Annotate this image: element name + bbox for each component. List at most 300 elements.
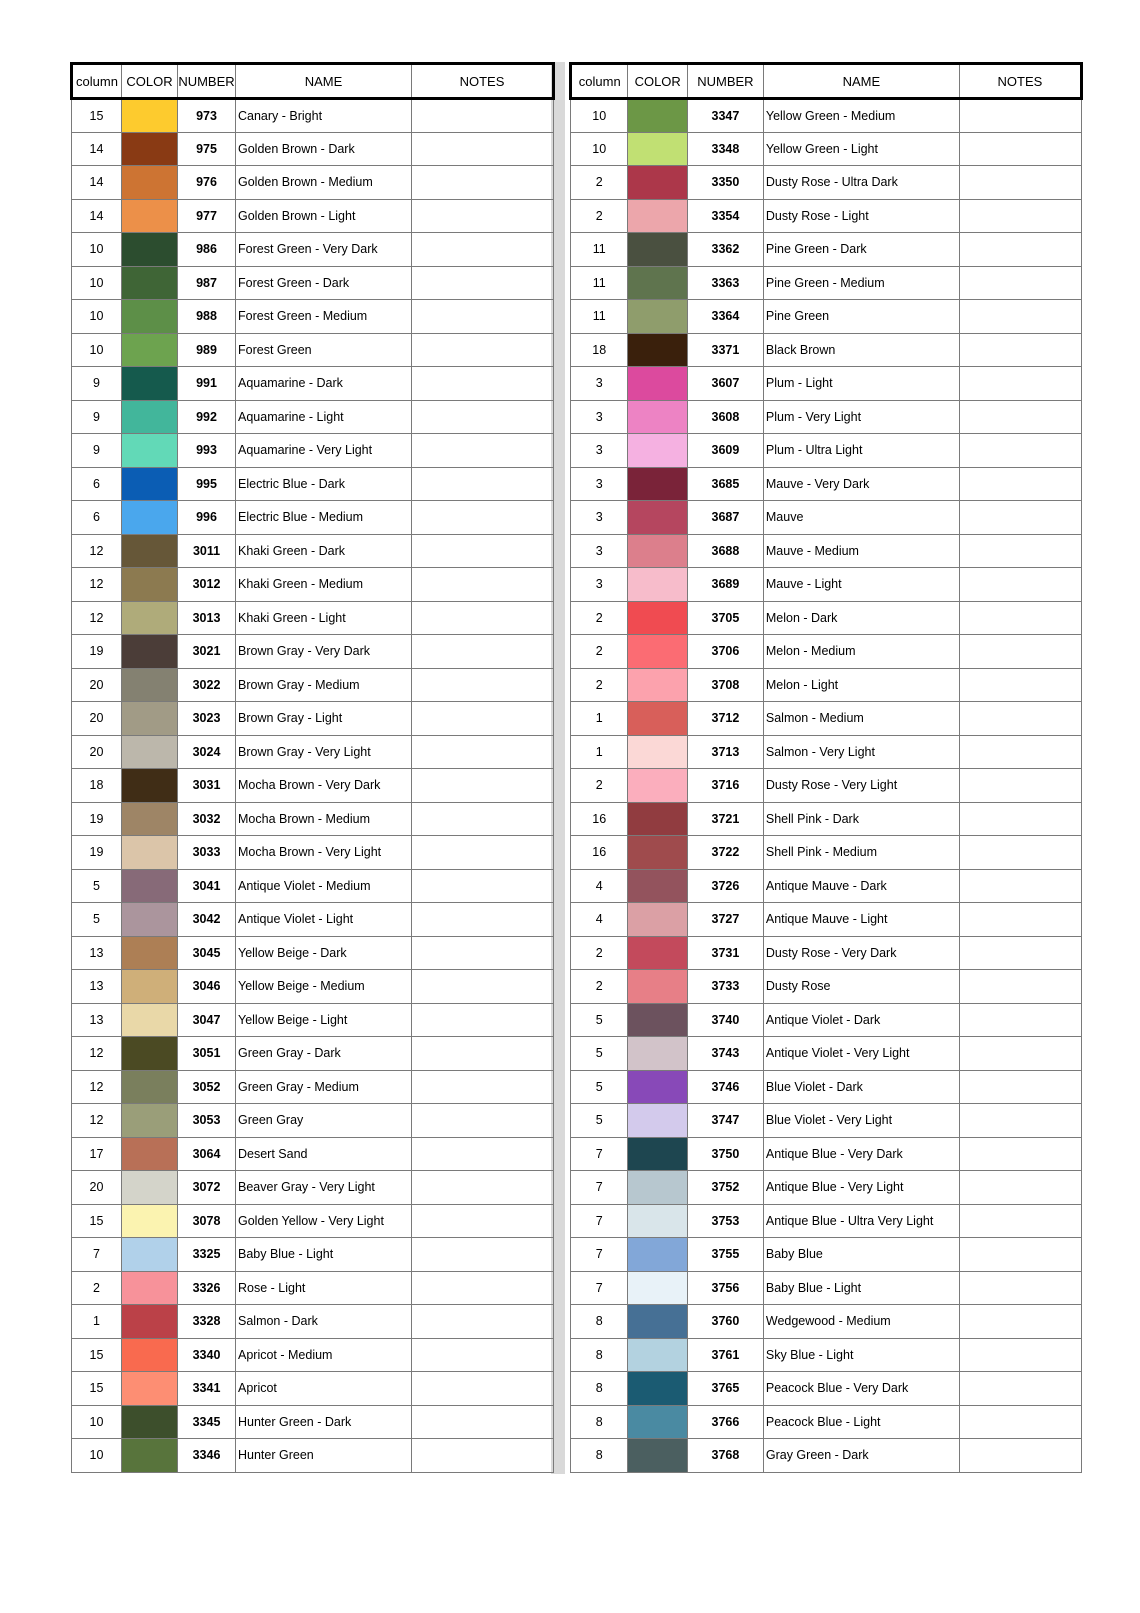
- column-cell: 9: [72, 434, 122, 468]
- column-cell: 12: [72, 1070, 122, 1104]
- column-cell: 4: [571, 869, 628, 903]
- number-cell: 3031: [178, 769, 236, 803]
- table-row: [571, 903, 1082, 937]
- name-cell: Brown Gray - Light: [236, 702, 412, 736]
- name-cell: Shell Pink - Medium: [763, 836, 959, 870]
- notes-cell: [959, 802, 1081, 836]
- color-swatch: [628, 434, 688, 468]
- column-cell: 14: [72, 166, 122, 200]
- table-row: [72, 568, 554, 602]
- notes-cell: [412, 635, 554, 669]
- number-cell: 3727: [687, 903, 763, 937]
- name-cell: Pine Green: [763, 300, 959, 334]
- color-swatch: [122, 132, 178, 166]
- name-cell: Salmon - Dark: [236, 1305, 412, 1339]
- name-cell: Brown Gray - Medium: [236, 668, 412, 702]
- number-cell: 3743: [687, 1037, 763, 1071]
- number-cell: 3761: [687, 1338, 763, 1372]
- name-cell: Hunter Green: [236, 1439, 412, 1473]
- number-cell: 3740: [687, 1003, 763, 1037]
- table-row: [72, 869, 554, 903]
- table-row: [571, 970, 1082, 1004]
- column-cell: 19: [72, 802, 122, 836]
- table-row: [571, 1104, 1082, 1138]
- notes-cell: [412, 534, 554, 568]
- table-row: [72, 233, 554, 267]
- table-row: [72, 970, 554, 1004]
- name-cell: Mauve - Very Dark: [763, 467, 959, 501]
- notes-cell: [412, 1037, 554, 1071]
- column-cell: 5: [571, 1037, 628, 1071]
- column-cell: 8: [571, 1305, 628, 1339]
- number-cell: 3064: [178, 1137, 236, 1171]
- name-cell: Blue Violet - Dark: [763, 1070, 959, 1104]
- notes-cell: [412, 1238, 554, 1272]
- number-cell: 3346: [178, 1439, 236, 1473]
- number-cell: 993: [178, 434, 236, 468]
- table-row: [571, 1305, 1082, 1339]
- name-cell: Salmon - Medium: [763, 702, 959, 736]
- name-cell: Dusty Rose: [763, 970, 959, 1004]
- column-cell: 11: [571, 266, 628, 300]
- header-column: column: [72, 64, 122, 99]
- number-cell: 3760: [687, 1305, 763, 1339]
- color-swatch: [628, 1238, 688, 1272]
- table-row: [571, 467, 1082, 501]
- notes-cell: [959, 367, 1081, 401]
- notes-cell: [412, 1137, 554, 1171]
- column-cell: 6: [72, 501, 122, 535]
- number-cell: 3371: [687, 333, 763, 367]
- color-swatch: [122, 1137, 178, 1171]
- notes-cell: [959, 233, 1081, 267]
- name-cell: Plum - Ultra Light: [763, 434, 959, 468]
- column-cell: 10: [72, 233, 122, 267]
- table-row: [72, 903, 554, 937]
- column-cell: 2: [72, 1271, 122, 1305]
- column-cell: 2: [571, 970, 628, 1004]
- column-cell: 15: [72, 1338, 122, 1372]
- color-swatch: [122, 1305, 178, 1339]
- color-swatch: [628, 1405, 688, 1439]
- table-row: [571, 802, 1082, 836]
- column-cell: 8: [571, 1405, 628, 1439]
- table-row: [571, 300, 1082, 334]
- color-swatch: [122, 1037, 178, 1071]
- number-cell: 3341: [178, 1372, 236, 1406]
- column-cell: 10: [72, 1405, 122, 1439]
- table-row: [571, 702, 1082, 736]
- column-cell: 3: [571, 434, 628, 468]
- number-cell: 3013: [178, 601, 236, 635]
- table-row: [571, 836, 1082, 870]
- notes-cell: [959, 434, 1081, 468]
- name-cell: Dusty Rose - Light: [763, 199, 959, 233]
- number-cell: 3345: [178, 1405, 236, 1439]
- color-swatch: [628, 333, 688, 367]
- color-swatch: [628, 400, 688, 434]
- number-cell: 3021: [178, 635, 236, 669]
- color-swatch: [122, 333, 178, 367]
- color-swatch: [628, 869, 688, 903]
- notes-cell: [412, 434, 554, 468]
- number-cell: 3688: [687, 534, 763, 568]
- column-cell: 10: [72, 300, 122, 334]
- color-swatch: [122, 1439, 178, 1473]
- column-cell: 16: [571, 836, 628, 870]
- name-cell: Baby Blue - Light: [763, 1271, 959, 1305]
- table-row: [72, 668, 554, 702]
- number-cell: 3364: [687, 300, 763, 334]
- name-cell: Yellow Beige - Light: [236, 1003, 412, 1037]
- column-cell: 8: [571, 1439, 628, 1473]
- number-cell: 3722: [687, 836, 763, 870]
- number-cell: 3689: [687, 568, 763, 602]
- notes-cell: [959, 1405, 1081, 1439]
- name-cell: Yellow Green - Medium: [763, 99, 959, 133]
- table-row: [571, 132, 1082, 166]
- color-swatch: [122, 802, 178, 836]
- color-swatch: [122, 501, 178, 535]
- table-row: [72, 702, 554, 736]
- color-swatch: [628, 1372, 688, 1406]
- notes-cell: [959, 166, 1081, 200]
- notes-cell: [412, 769, 554, 803]
- column-cell: 2: [571, 166, 628, 200]
- name-cell: Yellow Beige - Medium: [236, 970, 412, 1004]
- notes-cell: [959, 1070, 1081, 1104]
- number-cell: 989: [178, 333, 236, 367]
- table-row: [72, 1104, 554, 1138]
- name-cell: Mauve - Light: [763, 568, 959, 602]
- number-cell: 3708: [687, 668, 763, 702]
- color-swatch: [628, 501, 688, 535]
- column-cell: 18: [72, 769, 122, 803]
- color-swatch: [628, 1305, 688, 1339]
- name-cell: Shell Pink - Dark: [763, 802, 959, 836]
- name-cell: Mauve: [763, 501, 959, 535]
- notes-cell: [412, 266, 554, 300]
- name-cell: Green Gray - Medium: [236, 1070, 412, 1104]
- number-cell: 3052: [178, 1070, 236, 1104]
- name-cell: Antique Violet - Light: [236, 903, 412, 937]
- table-row: [571, 1037, 1082, 1071]
- column-cell: 20: [72, 702, 122, 736]
- notes-cell: [959, 501, 1081, 535]
- color-swatch: [628, 1204, 688, 1238]
- name-cell: Gray Green - Dark: [763, 1439, 959, 1473]
- table-row: [571, 1372, 1082, 1406]
- number-cell: 3326: [178, 1271, 236, 1305]
- notes-cell: [412, 1405, 554, 1439]
- header-color: COLOR: [122, 64, 178, 99]
- number-cell: 995: [178, 467, 236, 501]
- table-row: [571, 434, 1082, 468]
- color-swatch: [628, 367, 688, 401]
- column-cell: 15: [72, 1372, 122, 1406]
- table-row: [72, 132, 554, 166]
- table-row: [571, 1204, 1082, 1238]
- table-row: [72, 735, 554, 769]
- notes-cell: [412, 869, 554, 903]
- table-row: [72, 1037, 554, 1071]
- color-swatch: [122, 936, 178, 970]
- column-cell: 7: [571, 1137, 628, 1171]
- number-cell: 3721: [687, 802, 763, 836]
- color-swatch: [122, 199, 178, 233]
- column-cell: 1: [571, 735, 628, 769]
- table-row: [571, 601, 1082, 635]
- table-row: [571, 635, 1082, 669]
- color-swatch: [122, 1171, 178, 1205]
- notes-cell: [412, 400, 554, 434]
- table-row: [571, 1338, 1082, 1372]
- notes-cell: [412, 601, 554, 635]
- notes-cell: [959, 467, 1081, 501]
- column-cell: 11: [571, 233, 628, 267]
- notes-cell: [412, 1305, 554, 1339]
- color-swatch: [628, 1439, 688, 1473]
- name-cell: Aquamarine - Very Light: [236, 434, 412, 468]
- table-row: [72, 400, 554, 434]
- name-cell: Pine Green - Medium: [763, 266, 959, 300]
- name-cell: Dusty Rose - Very Light: [763, 769, 959, 803]
- header-number: NUMBER: [687, 64, 763, 99]
- header-notes: NOTES: [412, 64, 554, 99]
- notes-cell: [412, 802, 554, 836]
- table-row: [72, 1070, 554, 1104]
- name-cell: Sky Blue - Light: [763, 1338, 959, 1372]
- header-name: NAME: [236, 64, 412, 99]
- color-swatch: [122, 1405, 178, 1439]
- number-cell: 3768: [687, 1439, 763, 1473]
- number-cell: 3032: [178, 802, 236, 836]
- table-row: [72, 1204, 554, 1238]
- name-cell: Salmon - Very Light: [763, 735, 959, 769]
- column-cell: 10: [571, 132, 628, 166]
- number-cell: 3756: [687, 1271, 763, 1305]
- column-cell: 15: [72, 99, 122, 133]
- name-cell: Khaki Green - Dark: [236, 534, 412, 568]
- table-row: [571, 568, 1082, 602]
- number-cell: 996: [178, 501, 236, 535]
- name-cell: Dusty Rose - Ultra Dark: [763, 166, 959, 200]
- notes-cell: [412, 166, 554, 200]
- color-swatch: [628, 1003, 688, 1037]
- notes-cell: [412, 702, 554, 736]
- color-swatch: [122, 869, 178, 903]
- table-row: [72, 300, 554, 334]
- header-column: column: [571, 64, 628, 99]
- notes-cell: [412, 1171, 554, 1205]
- notes-cell: [412, 199, 554, 233]
- notes-cell: [412, 568, 554, 602]
- number-cell: 3705: [687, 601, 763, 635]
- number-cell: 3753: [687, 1204, 763, 1238]
- column-cell: 12: [72, 601, 122, 635]
- number-cell: 3022: [178, 668, 236, 702]
- name-cell: Aquamarine - Dark: [236, 367, 412, 401]
- notes-cell: [959, 132, 1081, 166]
- color-swatch: [122, 99, 178, 133]
- column-cell: 5: [571, 1104, 628, 1138]
- name-cell: Golden Yellow - Very Light: [236, 1204, 412, 1238]
- name-cell: Forest Green - Very Dark: [236, 233, 412, 267]
- column-cell: 15: [72, 1204, 122, 1238]
- color-swatch: [628, 836, 688, 870]
- table-row: [571, 769, 1082, 803]
- name-cell: Antique Mauve - Light: [763, 903, 959, 937]
- notes-cell: [412, 333, 554, 367]
- notes-cell: [959, 903, 1081, 937]
- number-cell: 3046: [178, 970, 236, 1004]
- number-cell: 975: [178, 132, 236, 166]
- color-table-right: [569, 62, 1083, 1473]
- table-row: [571, 1271, 1082, 1305]
- number-cell: 3765: [687, 1372, 763, 1406]
- notes-cell: [959, 1338, 1081, 1372]
- color-swatch: [122, 836, 178, 870]
- name-cell: Mauve - Medium: [763, 534, 959, 568]
- notes-cell: [959, 333, 1081, 367]
- notes-cell: [959, 1137, 1081, 1171]
- table-row: [72, 936, 554, 970]
- column-cell: 3: [571, 534, 628, 568]
- table-row: [571, 367, 1082, 401]
- color-swatch: [628, 769, 688, 803]
- number-cell: 3354: [687, 199, 763, 233]
- number-cell: 3072: [178, 1171, 236, 1205]
- color-swatch: [628, 132, 688, 166]
- number-cell: 3706: [687, 635, 763, 669]
- notes-cell: [959, 1439, 1081, 1473]
- color-swatch: [628, 601, 688, 635]
- number-cell: 3042: [178, 903, 236, 937]
- notes-cell: [412, 501, 554, 535]
- number-cell: 3733: [687, 970, 763, 1004]
- name-cell: Antique Violet - Dark: [763, 1003, 959, 1037]
- name-cell: Melon - Medium: [763, 635, 959, 669]
- color-swatch: [122, 467, 178, 501]
- column-cell: 7: [571, 1171, 628, 1205]
- color-swatch: [628, 802, 688, 836]
- column-cell: 14: [72, 199, 122, 233]
- column-cell: 19: [72, 836, 122, 870]
- name-cell: Antique Blue - Very Dark: [763, 1137, 959, 1171]
- name-cell: Mocha Brown - Very Dark: [236, 769, 412, 803]
- notes-cell: [412, 1338, 554, 1372]
- notes-cell: [959, 769, 1081, 803]
- notes-cell: [959, 668, 1081, 702]
- column-cell: 20: [72, 1171, 122, 1205]
- color-swatch: [628, 568, 688, 602]
- number-cell: 3363: [687, 266, 763, 300]
- column-cell: 8: [571, 1372, 628, 1406]
- notes-cell: [412, 300, 554, 334]
- color-swatch: [122, 735, 178, 769]
- number-cell: 3078: [178, 1204, 236, 1238]
- name-cell: Baby Blue: [763, 1238, 959, 1272]
- color-swatch: [628, 467, 688, 501]
- name-cell: Canary - Bright: [236, 99, 412, 133]
- column-cell: 2: [571, 936, 628, 970]
- column-cell: 20: [72, 668, 122, 702]
- color-swatch: [122, 1070, 178, 1104]
- column-cell: 11: [571, 300, 628, 334]
- table-row: [72, 1405, 554, 1439]
- number-cell: 977: [178, 199, 236, 233]
- name-cell: Mocha Brown - Very Light: [236, 836, 412, 870]
- color-swatch: [122, 1271, 178, 1305]
- number-cell: 973: [178, 99, 236, 133]
- column-cell: 8: [571, 1338, 628, 1372]
- table-row: [571, 735, 1082, 769]
- number-cell: 3607: [687, 367, 763, 401]
- table-row: [72, 1271, 554, 1305]
- notes-cell: [412, 1271, 554, 1305]
- number-cell: 3011: [178, 534, 236, 568]
- notes-cell: [959, 1372, 1081, 1406]
- name-cell: Desert Sand: [236, 1137, 412, 1171]
- notes-cell: [412, 1439, 554, 1473]
- column-cell: 2: [571, 199, 628, 233]
- column-cell: 4: [571, 903, 628, 937]
- notes-cell: [412, 132, 554, 166]
- table-row: [571, 936, 1082, 970]
- number-cell: 987: [178, 266, 236, 300]
- table-row: [72, 1372, 554, 1406]
- column-cell: 12: [72, 1037, 122, 1071]
- name-cell: Antique Violet - Medium: [236, 869, 412, 903]
- number-cell: 3726: [687, 869, 763, 903]
- name-cell: Golden Brown - Dark: [236, 132, 412, 166]
- table-row: [72, 601, 554, 635]
- column-cell: 19: [72, 635, 122, 669]
- table-row: [72, 1003, 554, 1037]
- table-row: [72, 501, 554, 535]
- notes-cell: [959, 635, 1081, 669]
- table-row: [72, 467, 554, 501]
- number-cell: 3340: [178, 1338, 236, 1372]
- table-row: [571, 534, 1082, 568]
- header-notes: NOTES: [959, 64, 1081, 99]
- name-cell: Pine Green - Dark: [763, 233, 959, 267]
- column-cell: 2: [571, 668, 628, 702]
- name-cell: Green Gray: [236, 1104, 412, 1138]
- notes-cell: [959, 199, 1081, 233]
- color-swatch: [122, 702, 178, 736]
- color-swatch: [122, 1104, 178, 1138]
- name-cell: Peacock Blue - Light: [763, 1405, 959, 1439]
- number-cell: 3685: [687, 467, 763, 501]
- table-row: [571, 266, 1082, 300]
- color-table-left: [70, 62, 555, 1473]
- name-cell: Plum - Light: [763, 367, 959, 401]
- table-row: [72, 199, 554, 233]
- column-cell: 18: [571, 333, 628, 367]
- number-cell: 3608: [687, 400, 763, 434]
- number-cell: 3609: [687, 434, 763, 468]
- table-row: [72, 1238, 554, 1272]
- name-cell: Black Brown: [763, 333, 959, 367]
- notes-cell: [959, 836, 1081, 870]
- notes-cell: [412, 233, 554, 267]
- table-row: [571, 869, 1082, 903]
- name-cell: Mocha Brown - Medium: [236, 802, 412, 836]
- number-cell: 3716: [687, 769, 763, 803]
- table-row: [571, 333, 1082, 367]
- number-cell: 3731: [687, 936, 763, 970]
